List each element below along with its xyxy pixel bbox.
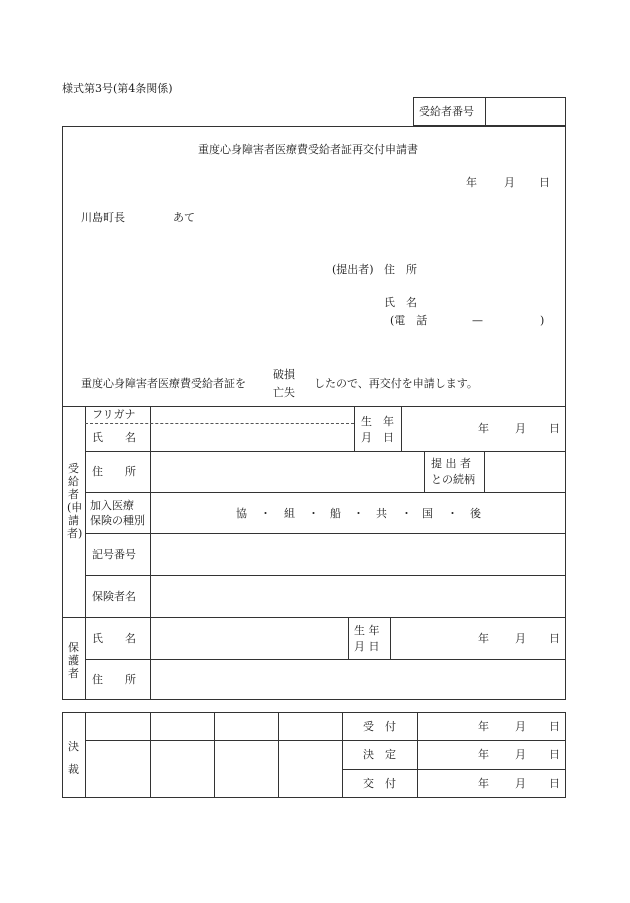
issued-month: 月 [515,777,526,790]
decided-day: 日 [549,748,560,761]
form-number: 様式第3号(第4条関係) [62,82,173,95]
insurance-separator: ・ [401,507,412,520]
insurance-option-kyo[interactable]: 協 [236,507,247,520]
symbol-number-field[interactable] [152,535,564,573]
insurance-separator: ・ [353,507,364,520]
relation-field[interactable] [486,453,564,490]
issued-day: 日 [549,777,560,790]
divider [342,712,343,798]
approval-label-1: 決 [68,740,79,753]
recipient-birth-month: 月 [515,422,526,435]
guardian-birth-day: 日 [549,632,560,645]
insurance-type-label-1: 加入医療 [90,499,134,512]
insurance-separator: ・ [260,507,271,520]
guardian-name-field[interactable] [152,619,346,657]
insurance-option-sen[interactable]: 船 [330,507,341,520]
approval-label-2: 裁 [68,763,79,776]
divider [401,406,402,451]
insurance-option-koku[interactable]: 国 [422,507,433,520]
insurance-separator: ・ [308,507,319,520]
recipient-number-label: 受給者番号 [419,105,474,118]
insurer-name-label: 保険者名 [92,590,136,603]
decided-month: 月 [515,748,526,761]
divider [485,97,486,126]
form-title: 重度心身障害者医療費受給者証再交付申請書 [198,143,418,156]
insurance-option-kou[interactable]: 後 [470,507,481,520]
date-year: 年 [466,176,477,189]
divider [424,451,425,492]
guardian-name-label: 氏 名 [92,632,136,645]
submitter-label: (提出者) [332,263,374,276]
guardian-birth-month: 月 [515,632,526,645]
insurer-name-field[interactable] [152,577,564,615]
recipient-birth-day: 日 [549,422,560,435]
relation-label-2: との続柄 [431,473,475,486]
addressee: 川島町長 [81,211,125,224]
divider [342,740,566,741]
insurance-option-kumi[interactable]: 組 [284,507,295,520]
date-day: 日 [539,176,550,189]
received-month: 月 [515,720,526,733]
divider [390,617,391,659]
guardian-address-label: 住 所 [92,673,136,686]
symbol-number-label: 記号番号 [92,548,136,561]
decided-label: 決 定 [363,748,396,761]
insurance-type-label-2: 保険の種別 [90,514,145,527]
divider [342,769,566,770]
guardian-birth-label-1: 生 年 [354,624,380,637]
divider [85,533,566,534]
request-suffix: したので、再交付を申請します。 [314,377,478,390]
applicant-phone-close: ) [540,314,545,327]
issued-label: 交 付 [363,777,396,790]
divider [85,659,566,660]
insurance-option-kyou[interactable]: 共 [376,507,387,520]
insurance-separator: ・ [447,507,458,520]
received-year: 年 [478,720,489,733]
guardian-side-label: 保護者 [68,641,79,680]
divider [214,712,215,798]
date-month: 月 [504,176,515,189]
guardian-birth-label-2: 月 日 [354,640,380,653]
option-damaged: 破損 [273,368,295,381]
divider [417,712,418,798]
furigana-divider [85,423,354,424]
applicant-name-label: 氏 名 [384,296,417,309]
divider [354,406,355,451]
divider [484,451,485,492]
applicant-address-label: 住 所 [384,263,417,276]
recipient-birth-year: 年 [478,422,489,435]
guardian-birth-year: 年 [478,632,489,645]
recipient-birth-label-2: 月 日 [361,431,394,444]
divider [85,451,566,452]
received-label: 受 付 [363,720,396,733]
recipient-side-label: 受給者(申請者) [67,462,83,540]
received-day: 日 [549,720,560,733]
furigana-label: フリガナ [92,408,136,421]
applicant-phone-open: (電 話 [390,314,428,327]
recipient-birth-label-1: 生 年 [361,415,394,428]
divider [278,712,279,798]
furigana-field[interactable] [152,408,352,422]
divider [85,492,566,493]
divider [62,406,566,407]
recipient-address-label: 住 所 [92,465,136,478]
option-lost: 亡失 [273,386,295,399]
applicant-phone-dash: — [472,314,483,327]
decision-table [62,712,566,798]
recipient-name-label: 氏 名 [92,431,136,444]
divider [62,617,566,618]
divider [150,712,151,798]
request-prefix: 重度心身障害者医療費受給者証を [81,377,246,390]
recipient-number-field[interactable] [487,99,563,124]
divider [85,575,566,576]
decided-year: 年 [478,748,489,761]
divider [85,740,342,741]
recipient-address-field[interactable] [152,453,422,490]
recipient-name-field[interactable] [152,425,352,449]
divider [85,712,86,798]
addressee-suffix: あて [173,211,195,224]
divider [348,617,349,659]
guardian-address-field[interactable] [152,661,564,698]
issued-year: 年 [478,777,489,790]
relation-label-1: 提 出 者 [431,457,471,470]
